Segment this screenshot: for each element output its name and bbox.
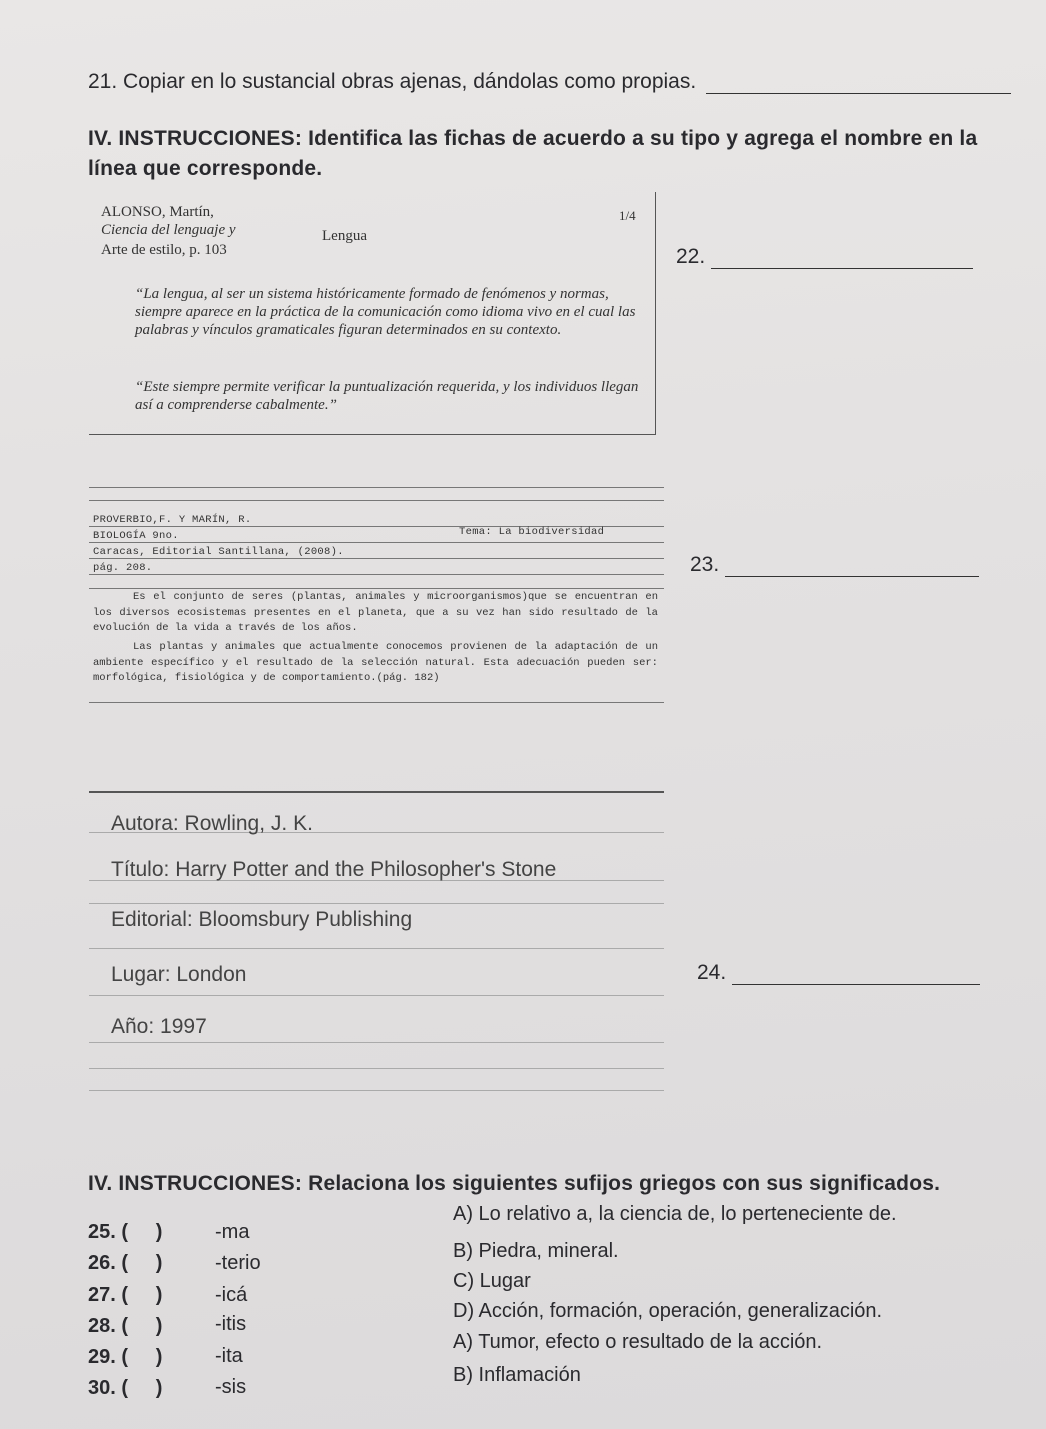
question-24-label: 24.	[697, 961, 727, 984]
instructions-heading-2	[88, 1169, 1028, 1199]
card3-place: Lugar: London	[111, 963, 247, 986]
match-meaning: B) Piedra, mineral.	[453, 1240, 619, 1262]
index-card-2	[89, 460, 664, 715]
card2-author: PROVERBIO,F. Y MARÍN, R.	[93, 514, 252, 526]
instructions-heading-1	[88, 124, 1028, 184]
instructions-label-1: IV. INSTRUCCIONES:	[88, 127, 303, 150]
match-row-30	[88, 1377, 162, 1400]
question-23	[690, 553, 979, 577]
answer-line-21[interactable]	[706, 74, 1011, 94]
card2-paragraph-1: Es el conjunto de seres (plantas, animales y microorganismos)que se encuentran en los diversos ecosistemas presentes en el planeta, que a su vez han sido resultado de la evolución de la vida a través de los años.	[93, 591, 658, 634]
match-meaning: D) Acción, formación, operación, generalización.	[453, 1300, 883, 1322]
match-row-27	[88, 1284, 162, 1307]
match-number[interactable]: 28. ( )	[88, 1315, 163, 1337]
index-card-1	[89, 192, 656, 435]
match-meaning: A) Tumor, efecto o resultado de la acción.	[453, 1331, 823, 1353]
question-22-label: 22.	[676, 245, 706, 268]
card1-author: ALONSO, Martín,	[101, 204, 214, 220]
card1-quote-2: “Este siempre permite verificar la puntualización requerida, y los individuos llegan así a comprenderse cabalmente.”	[135, 379, 639, 413]
match-meaning: A) Lo relativo a, la ciencia de, lo perteneciente de.	[453, 1203, 897, 1225]
question-21	[88, 70, 1011, 94]
match-row-29	[88, 1346, 162, 1369]
match-suffix: -sis	[215, 1376, 247, 1398]
match-row-28	[88, 1315, 162, 1338]
match-number[interactable]: 26. ( )	[88, 1252, 163, 1274]
match-row-25	[88, 1221, 162, 1244]
card2-subject: BIOLOGÍA 9no.	[93, 530, 179, 542]
index-card-3	[89, 785, 664, 1115]
card1-subject-line2: Arte de estilo, p. 103	[101, 242, 227, 258]
card2-topic: Tema: La biodiversidad	[459, 526, 605, 538]
card3-title: Título: Harry Potter and the Philosopher's Stone	[111, 858, 557, 881]
question-23-label: 23.	[690, 553, 720, 576]
question-22	[676, 245, 973, 269]
card1-quote-1: “La lengua, al ser un sistema históricamente formado de fenómenos y normas, siempre aparece en la práctica de la comunicación como idioma vivo en el cual las palabras y vínculos gramaticales figuran determinados en su contexto.	[135, 286, 636, 338]
instructions-text-2: Relaciona los siguientes sufijos griegos con sus significados.	[308, 1172, 941, 1195]
answer-line-23[interactable]	[725, 557, 979, 577]
match-number[interactable]: 29. ( )	[88, 1346, 163, 1368]
card1-number: 1/4	[619, 208, 636, 223]
card3-author: Autora: Rowling, J. K.	[111, 812, 313, 835]
question-21-text: 21. Copiar en lo sustancial obras ajenas, dándolas como propias.	[88, 70, 697, 93]
card3-year: Año: 1997	[111, 1015, 207, 1038]
match-suffix: -terio	[215, 1252, 261, 1274]
instructions-text-1: Identifica las fichas de acuerdo a su tipo y agrega el nombre en la línea que corresponde.	[88, 127, 978, 180]
answer-line-22[interactable]	[711, 249, 973, 269]
match-number[interactable]: 27. ( )	[88, 1284, 163, 1306]
card2-page: pág. 208.	[93, 562, 153, 574]
card3-publisher: Editorial: Bloomsbury Publishing	[111, 908, 413, 931]
card2-paragraph-2: Las plantas y animales que actualmente conocemos provienen de la adaptación de un ambiente específico y el resultado de la selección natural. Esta adecuación pueden ser: morfológica, fisiológica y de comportamiento.(pág. 182)	[93, 641, 658, 684]
match-suffix: -itis	[215, 1313, 247, 1335]
card2-publisher: Caracas, Editorial Santillana, (2008).	[93, 546, 344, 558]
card1-subject-line1: Ciencia del lenguaje y	[101, 222, 236, 238]
match-meaning: C) Lugar	[453, 1270, 531, 1292]
match-number[interactable]: 30. ( )	[88, 1377, 163, 1399]
match-suffix: -ita	[215, 1345, 243, 1367]
match-row-26	[88, 1252, 162, 1275]
answer-line-24[interactable]	[732, 965, 980, 985]
question-24	[697, 961, 980, 985]
card1-topic: Lengua	[322, 228, 367, 244]
instructions-label-2: IV. INSTRUCCIONES:	[88, 1172, 303, 1195]
match-suffix: -icá	[215, 1284, 248, 1306]
match-number[interactable]: 25. ( )	[88, 1221, 163, 1243]
match-meaning: B) Inflamación	[453, 1364, 581, 1386]
match-suffix: -ma	[215, 1221, 250, 1243]
